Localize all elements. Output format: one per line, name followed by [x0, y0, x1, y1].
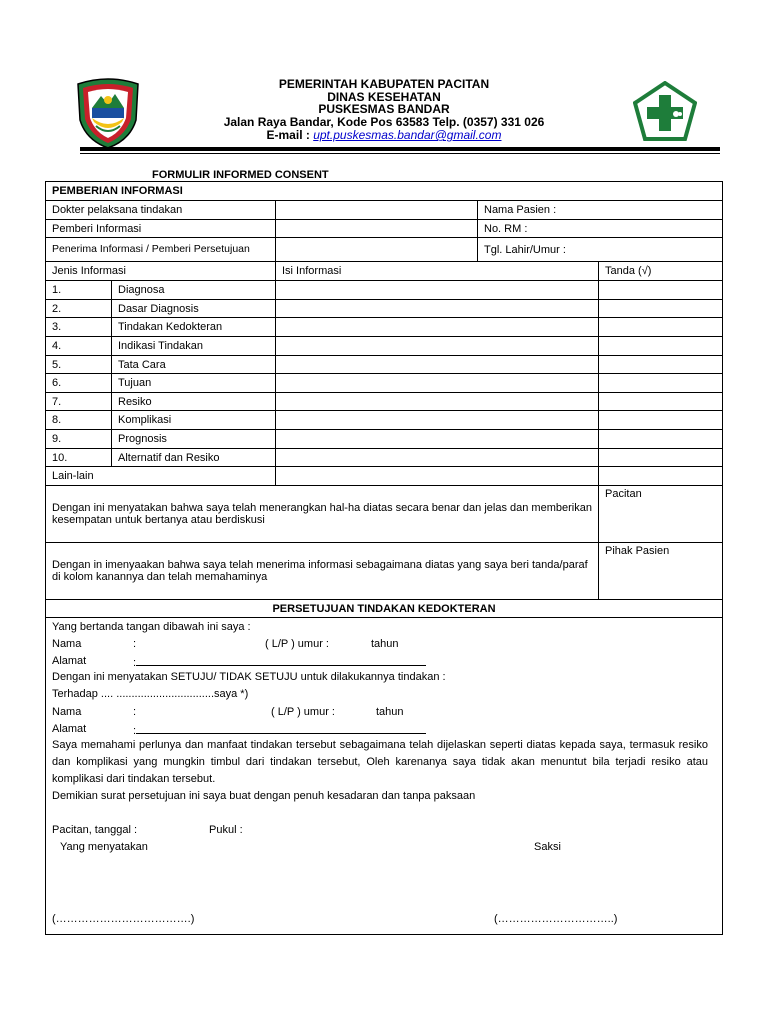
puskesmas-logo [633, 81, 697, 143]
header-line-2: DINAS KESEHATAN [327, 90, 441, 104]
item-isi-field[interactable] [276, 356, 599, 374]
item-tanda-field[interactable] [599, 393, 723, 411]
colon-nama-2: : [133, 706, 137, 718]
label-no-rm: No. RM : [478, 220, 723, 238]
item-number: 1. [46, 281, 112, 300]
item-label: Resiko [112, 393, 276, 411]
item-isi-field[interactable] [276, 449, 599, 467]
item-number: 4. [46, 337, 112, 356]
item-tanda-field[interactable] [599, 411, 723, 430]
item-isi-field[interactable] [276, 337, 599, 356]
item-label: Indikasi Tindakan [112, 337, 276, 356]
field-penerima-informasi[interactable] [276, 238, 478, 262]
item-label: Komplikasi [112, 411, 276, 430]
item-label: Tujuan [112, 374, 276, 393]
field-alamat-1[interactable] [136, 655, 426, 666]
item-tanda-field[interactable] [599, 281, 723, 300]
colon-alamat-2 [133, 723, 426, 737]
item-label: Prognosis [112, 430, 276, 449]
consent-demikian: Demikian surat persetujuan ini saya buat dengan penuh kesadaran dan tanpa paksaan [52, 790, 476, 802]
statement-penerima: Dengan in imenyaakan bahwa saya telah menerima informasi sebagaimana diatas yang saya beri tanda/paraf di kolom kanannya dan telah memahaminya [46, 543, 599, 600]
alamat-1-colon: : [133, 657, 137, 669]
section-title-persetujuan: PERSETUJUAN TINDAKAN KEDOKTERAN [46, 600, 723, 618]
signature-line-yang-menyatakan[interactable]: (……………………………….) [52, 913, 195, 925]
consent-intro: Yang bertanda tangan dibawah ini saya : [52, 621, 251, 633]
statement-pemberi: Dengan ini menyatakan bahwa saya telah menerangkan hal-ha diatas secara benar dan jelas dan memberikan kesempatan untuk bertanya atau berdiskusi [46, 486, 599, 543]
item-number: 7. [46, 393, 112, 411]
header-line-1: PEMERINTAH KABUPATEN PACITAN [278, 77, 490, 91]
section-title-pemberian-informasi: PEMBERIAN INFORMASI [46, 182, 723, 201]
item-number: 3. [46, 318, 112, 337]
field-alamat-2[interactable] [136, 723, 426, 734]
label-pemberi-informasi: Pemberi Informasi [46, 220, 276, 238]
label-alamat-1: Alamat [52, 655, 87, 667]
label-penerima-informasi: Penerima Informasi / Pemberi Persetujuan [46, 238, 276, 262]
item-label: Alternatif dan Resiko [112, 449, 276, 467]
header-divider-thin [80, 153, 720, 154]
header-line-3: PUSKESMAS BANDAR [318, 102, 450, 116]
field-dokter-pelaksana[interactable] [276, 201, 478, 220]
item-number: 9. [46, 430, 112, 449]
item-tanda-field[interactable] [599, 300, 723, 318]
col-header-jenis: Jenis Informasi [46, 262, 276, 281]
item-label: Diagnosa [112, 281, 276, 300]
label-lain-lain: Lain-lain [46, 467, 276, 486]
col-header-isi: Isi Informasi [276, 262, 599, 281]
sign-box-pacitan[interactable] [599, 486, 723, 543]
label-tahun-2: tahun [376, 706, 404, 718]
consent-terhadap-line: Terhadap .... ................................saya *) [52, 688, 249, 700]
consent-setuju-line: Dengan ini menyatakan SETUJU/ TIDAK SETUJU untuk dilakukannya tindakan : [52, 671, 446, 683]
label-nama-1: Nama [52, 638, 82, 650]
item-number: 10. [46, 449, 112, 467]
item-number: 5. [46, 356, 112, 374]
field-lain-lain-tanda[interactable] [599, 467, 723, 486]
item-tanda-field[interactable] [599, 430, 723, 449]
field-lain-lain[interactable] [276, 467, 599, 486]
colon-alamat-1 [133, 655, 426, 669]
item-number: 2. [46, 300, 112, 318]
consent-section [46, 618, 723, 935]
item-number: 8. [46, 411, 112, 430]
label-lp-umur-2: ( L/P ) umur : [271, 706, 335, 718]
item-tanda-field[interactable] [599, 449, 723, 467]
email-link[interactable]: upt.puskesmas.bandar@gmail.com [313, 128, 502, 142]
item-isi-field[interactable] [276, 300, 599, 318]
sign-label-pacitan: Pacitan [605, 488, 642, 500]
item-isi-field[interactable] [276, 411, 599, 430]
label-pukul: Pukul : [209, 824, 243, 836]
label-lp-umur-1: ( L/P ) umur : [265, 638, 329, 650]
item-isi-field[interactable] [276, 318, 599, 337]
consent-paragraph: Saya memahami perlunya dan manfaat tindakan tersebut sebagaimana telah dijelaskan seperti diatas kepada saya, termasuk resiko dan komplikasi yang mungkin timbul dari tindakan tersebut, Oleh karenanya saya tidak akan menuntut bila terjadi resiko atau komplikasi dari tindakan tersebut. [52, 739, 708, 785]
signature-line-saksi[interactable]: (…………………………..) [494, 913, 618, 925]
form-title: FORMULIR INFORMED CONSENT [152, 169, 329, 181]
item-isi-field[interactable] [276, 430, 599, 449]
label-tanggal: Pacitan, tanggal : [52, 824, 138, 836]
label-yang-menyatakan: Yang menyatakan [60, 841, 148, 853]
item-label: Tata Cara [112, 356, 276, 374]
label-saksi: Saksi [534, 841, 561, 853]
item-number: 6. [46, 374, 112, 393]
item-tanda-field[interactable] [599, 374, 723, 393]
item-isi-field[interactable] [276, 393, 599, 411]
informed-consent-form [45, 181, 723, 935]
header-address: Jalan Raya Bandar, Kode Pos 63583 Telp. (0357) 331 026 [223, 115, 545, 129]
label-alamat-2: Alamat [52, 723, 87, 735]
colon-nama-1: : [133, 638, 137, 650]
sign-label-pihak-pasien: Pihak Pasien [605, 545, 670, 557]
item-tanda-field[interactable] [599, 337, 723, 356]
item-label: Dasar Diagnosis [112, 300, 276, 318]
item-isi-field[interactable] [276, 281, 599, 300]
item-label: Tindakan Kedokteran [112, 318, 276, 337]
label-nama-pasien: Nama Pasien : [478, 201, 723, 220]
label-dokter-pelaksana: Dokter pelaksana tindakan [46, 201, 276, 220]
col-header-tanda: Tanda (√) [599, 262, 723, 281]
item-tanda-field[interactable] [599, 356, 723, 374]
header-divider-thick [80, 147, 720, 151]
item-tanda-field[interactable] [599, 318, 723, 337]
alamat-2-colon: : [133, 725, 137, 737]
item-isi-field[interactable] [276, 374, 599, 393]
sign-box-pihak-pasien[interactable] [599, 543, 723, 600]
field-pemberi-informasi[interactable] [276, 220, 478, 238]
label-nama-2: Nama [52, 706, 82, 718]
email-label: E-mail : [266, 128, 310, 142]
label-tahun-1: tahun [371, 638, 399, 650]
label-tgl-lahir: Tgl. Lahir/Umur : [478, 238, 723, 262]
